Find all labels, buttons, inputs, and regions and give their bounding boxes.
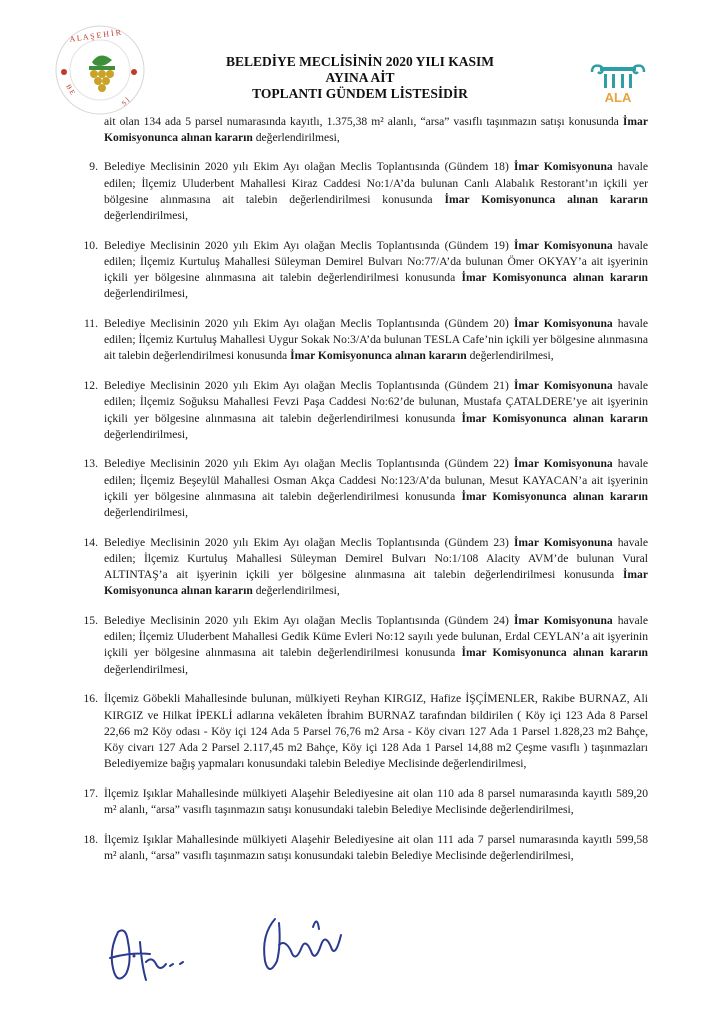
agenda-item-text: değerlendirilmesi,: [252, 584, 340, 598]
agenda-item-bold-text: İmar Komisyonunca alınan kararın: [444, 192, 648, 206]
agenda-item: [83, 691, 648, 772]
signature-left: [100, 912, 210, 992]
agenda-item-text: havale edilen; İlçemiz Uluderbent Mahallesi Gedik Küme Evleri No:12 sayılı yede bulunan, Erdal CEYLAN’a ait işyerinin içkili yer bölgesine alınmasına ait talebin değerlendirilmesi konusunda: [104, 614, 648, 660]
svg-text:S İ: S İ: [120, 96, 132, 108]
agenda-item-text: değerlendirilmesi,: [104, 662, 189, 676]
agenda-item-number: 14.: [83, 535, 98, 549]
agenda-item-number: 13.: [83, 457, 98, 471]
agenda-item-text: değerlendirilmesi,: [104, 427, 189, 441]
agenda-item-number: 12.: [83, 379, 98, 393]
agenda-item-text: İlçemiz Işıklar Mahallesinde mülkiyeti Alaşehir Belediyesine ait olan 111 ada 7 parsel numarasında kayıtlı 599,58 m² alanlı, “arsa” vasıflı taşınmazın satışı konusundaki talebin Belediye Meclisinde değerlendirilmesi,: [104, 832, 648, 863]
agenda-item-text: Belediye Meclisinin 2020 yılı Ekim Ayı olağan Meclis Toplantısında (Gündem 22): [104, 457, 514, 471]
agenda-item-text: Belediye Meclisinin 2020 yılı Ekim Ayı olağan Meclis Toplantısında (Gündem 20): [104, 317, 514, 331]
header-line-1: BELEDİYE MECLİSİNİN 2020 YILI KASIM: [225, 54, 495, 69]
header-line-2: AYINA AİT: [325, 70, 395, 85]
header-line-3: TOPLANTI GÜNDEM LİSTESİDİR: [252, 86, 468, 101]
agenda-item-number: 15.: [83, 614, 98, 628]
agenda-item-bold-text: İmar Komisyonunca alınan kararın: [461, 271, 648, 285]
agenda-item: [83, 786, 648, 818]
agenda-item: [83, 316, 648, 365]
continued-paragraph: ait olan 134 ada 5 parsel numarasında kayıtlı, 1.375,38 m² alanlı, “arsa” vasıflı taşınmazın satışı konusunda İmar Komisyonunca alınan kararın değerlendirilmesi,: [104, 115, 648, 145]
agenda-item-text: havale edilen; İlçemiz Kurtuluş Mahallesi Süleyman Demirel Bulvarı No:1/108 Alacity AVM’de bulunan Vural ALTINTAŞ’a ait işyerinin içkili yer bölgesine alınmasına ait talebin değerlendirilmesi konusunda: [104, 535, 648, 582]
agenda-item-text: Belediye Meclisinin 2020 yılı Ekim Ayı olağan Meclis Toplantısında (Gündem 24): [104, 614, 514, 628]
agenda-item-bold-text: İmar Komisyonunca alınan kararın: [290, 349, 467, 363]
agenda-item-text: Belediye Meclisinin 2020 yılı Ekim Ayı olağan Meclis Toplantısında (Gündem 18): [104, 160, 514, 174]
agenda-item-text: Belediye Meclisinin 2020 yılı Ekim Ayı olağan Meclis Toplantısında (Gündem 23): [104, 535, 514, 549]
agenda-item-text: değerlendirilmesi,: [466, 349, 554, 363]
agenda-item-text: değerlendirilmesi,: [104, 209, 189, 223]
agenda-item: [83, 832, 648, 864]
agenda-item: [83, 378, 648, 443]
agenda-item-text: Belediye Meclisinin 2020 yılı Ekim Ayı olağan Meclis Toplantısında (Gündem 21): [104, 379, 514, 393]
agenda-item-text: Belediye Meclisinin 2020 yılı Ekim Ayı olağan Meclis Toplantısında (Gündem 19): [104, 238, 514, 252]
agenda-item-text: havale edilen; İlçemiz Kurtuluş Mahallesi Süleyman Demirel Bulvarı No:77/A’da bulunan Ömer OKYAY’a ait işyerinin içkili yer bölgesine alınmasına ait talebin değerlendirilmesi konusunda: [104, 238, 648, 285]
agenda-item-number: 17.: [83, 786, 98, 800]
agenda-item: [83, 535, 648, 600]
agenda-item-bold-text: İmar Komisyonuna: [513, 379, 613, 393]
agenda-item: [83, 238, 648, 303]
agenda-item-bold-text: İmar Komisyonuna: [513, 317, 613, 331]
agenda-body: [83, 114, 648, 878]
agenda-item-number: 9.: [89, 160, 98, 174]
agenda-item-bold-text: İmar Komisyonunca alınan kararın: [461, 489, 648, 503]
agenda-item-bold-text: İmar Komisyonuna: [513, 238, 613, 252]
agenda-item: [83, 456, 648, 521]
ala-brand-logo: [586, 62, 650, 108]
agenda-item-bold-text: İmar Komisyonuna: [513, 160, 613, 174]
svg-text:B E: B E: [64, 83, 77, 97]
agenda-item-text: İlçemiz Göbekli Mahallesinde bulunan, mülkiyeti Reyhan KIRGIZ, Hafize İŞÇİMENLER, Rakibe BURNAZ, Ali KIRGIZ ve Hilkat İPEKLİ adlarına vekâleten İbrahim BURNAZ tarafından bildirilen ( Köy içi 123 Ada 8 Parsel 22,66 m2 Köy odası - Köy içi 124 Ada 5 Parsel 76,76 m2 Arsa - Köy civarı 127 Ada 1 Parsel 1.828,23 m2 Bahçe, Köy civarı 127 Ada 2 Parsel 2.117,45 m2 Bahçe, Köy içi 128 Ada 1 Parsel 14,88 m2 Çeşme vasıflı ) taşınmazları Belediyemize bağış yapmaları konusundaki talebin Belediye Meclisinde değerlendirilmesi,: [104, 692, 648, 771]
agenda-item: [83, 613, 648, 678]
agenda-item-number: 10.: [83, 238, 98, 252]
agenda-item-text: havale edilen; İlçemiz Kurtuluş Mahallesi Uygur Sokak No:3/A’da bulunan TESLA Cafe’nin içkili yer bölgesine alınmasına ait talebin değerlendirilmesi konusunda: [104, 317, 648, 363]
agenda-item-number: 18.: [83, 832, 98, 846]
agenda-item-number: 11.: [83, 317, 98, 331]
agenda-item: [89, 159, 648, 224]
agenda-item-bold-text: İmar Komisyonunca alınan kararın: [104, 568, 648, 598]
signature-right: [255, 905, 375, 985]
agenda-item-text: değerlendirilmesi,: [104, 506, 189, 520]
municipality-seal-logo: [52, 22, 148, 118]
agenda-item-text: havale edilen; İlçemiz Uluderbent Mahallesi Kiraz Caddesi No:1/A’da bulunan Canlı Alabalık Restorant’ın içkili yer bölgesine alınmasına ait talebin değerlendirilmesi konusunda: [104, 160, 648, 206]
svg-text:ALA: ALA: [604, 90, 632, 105]
document-header: [170, 54, 550, 102]
agenda-item-text: İlçemiz Işıklar Mahallesinde mülkiyeti Alaşehir Belediyesine ait olan 110 ada 8 parsel numarasında kayıtlı 589,20 m² alanlı, “arsa” vasıflı taşınmazın satışı konusundaki talebin Belediye Meclisinde değerlendirilmesi,: [104, 786, 648, 817]
agenda-item-number: 16.: [83, 692, 98, 706]
agenda-item-bold-text: İmar Komisyonunca alınan kararın: [461, 411, 648, 425]
agenda-item-text: değerlendirilmesi,: [104, 287, 189, 301]
svg-text:A L A Ş E H İ R: A L A Ş E H İ R: [68, 27, 122, 44]
agenda-item-bold-text: İmar Komisyonuna: [513, 457, 613, 471]
agenda-item-text: havale edilen; İlçemiz Beşeylül Mahallesi Osman Akça Caddesi No:123/A’da bulunan, Mesut KAYACAN’a ait işyerinin içkili yer bölgesine alınmasına ait talebin değerlendirilmesi konusunda: [104, 457, 648, 503]
agenda-item-bold-text: İmar Komisyonuna: [513, 535, 613, 549]
agenda-item-bold-text: İmar Komisyonunca alınan kararın: [461, 646, 648, 660]
agenda-items-list: [83, 159, 648, 864]
agenda-item-text: havale edilen; İlçemiz Soğuksu Mahallesi Fevzi Paşa Caddesi No:62’de bulunan, Mustafa ÇATALDERE’ye ait işyerinin içkili yer bölgesine alınmasına ait talebin değerlendirilmesi konusunda: [104, 379, 648, 425]
agenda-item-bold-text: İmar Komisyonuna: [513, 614, 613, 628]
